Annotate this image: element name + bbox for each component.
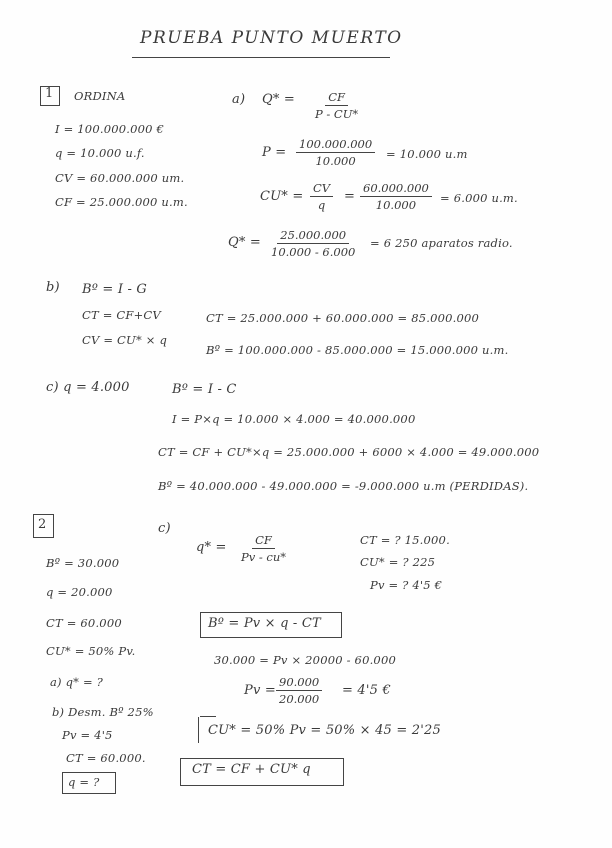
page-title: PRUEBA PUNTO MUERTO [140,28,403,48]
ex2-b-price: Pv = 4'5 [62,728,113,742]
ex2-price-result: = 4'5 € [342,683,391,698]
ex1-b-variable-cost-formula: CV = CU* × q [82,333,168,347]
fraction-numerator: 60.000.000 [360,181,432,197]
fraction-denominator: 10.000 - 6.000 [271,245,356,259]
ex1-a-unit-cost-result: = 6.000 u.m. [440,191,518,205]
ex2-data-profit: Bº = 30.000 [46,556,120,570]
fraction-denominator: 10.000 [315,154,356,168]
fraction-denominator: q [317,198,326,212]
ex1-part-a-label: a) [232,92,246,107]
ex1-b-total-cost-calc: CT = 25.000.000 + 60.000.000 = 85.000.000 [206,311,480,325]
ex1-data-variable-cost: CV = 60.000.000 um. [55,171,185,185]
fraction-numerator: 25.000.000 [277,228,349,244]
ex2-c-side-unit-cost: CU* = ? 225 [360,555,436,569]
ex1-data-fixed-cost: CF = 25.000.000 u.m. [55,195,188,209]
ex1-a-breakeven-symbol-2: Q* = [228,235,261,250]
ex2-profit-formula: Bº = Pv × q - CT [208,616,321,631]
ex2-unit-cost-calc: CU* = 50% Pv = 50% × 45 = 2'25 [208,723,441,738]
ex2-price-fraction [276,675,322,706]
ex2-question-b: b) Desm. Bº 25% [52,705,154,719]
ex1-b-total-cost-formula: CT = CF+CV [82,308,161,322]
ex2-profit-substitution: 30.000 = Pv × 20000 - 60.000 [214,653,396,667]
ex1-a-price-formula [296,137,375,168]
ex2-question-a: a) q* = ? [50,675,104,689]
title-underline [132,57,390,58]
fraction-numerator: 90.000 [276,675,322,691]
ex2-data-total-cost: CT = 60.000 [46,616,122,630]
ex1-part-b-label: b) [46,280,60,295]
ex1-a-breakeven-symbol: Q* = [262,92,295,107]
ex1-c-profit-formula: Bº = I - C [172,382,237,397]
fraction-numerator: CF [325,90,348,106]
ex1-a-unit-cost-equals: = [344,189,356,204]
ex2-data-unit-cost: CU* = 50% Pv. [46,644,136,658]
fraction-numerator: 100.000.000 [296,137,375,153]
ex2-c-side-price: Pv = ? 4'5 € [370,578,443,592]
ex2-part-c-label: c) [158,521,171,536]
fraction-denominator: 20.000 [279,692,320,706]
ex1-c-total-cost-calc: CT = CF + CU*×q = 25.000.000 + 6000 × 4.000 = 49.000.000 [158,445,540,459]
ex1-a-breakeven-formula [312,90,361,121]
ex1-c-profit-calc: Bº = 40.000.000 - 49.000.000 = -9.000.000 u.m (PERDIDAS). [158,479,529,493]
fraction-numerator: CF [252,533,275,549]
ex1-c-income-calc: I = P×q = 10.000 × 4.000 = 40.000.000 [172,412,416,426]
ex2-c-side-total-cost: CT = ? 15.000. [360,533,450,547]
ex2-price-symbol: Pv = [244,683,276,698]
ex1-a-price-result: = 10.000 u.m [386,147,468,161]
fraction-denominator: 10.000 [375,198,417,212]
fraction-denominator: Pv - cu* [241,550,287,564]
ex1-part-c-label: c) q = 4.000 [46,380,130,395]
ex1-data-income: I = 100.000.000 € [55,122,165,136]
ex1-b-profit-formula: Bº = I - G [82,282,148,297]
ex1-a-price-symbol: P = [262,145,287,160]
ex1-a-unit-cost-symbol: CU* = [260,189,304,204]
ex1-a-unit-cost-values [360,181,432,212]
ex1-b-profit-calc: Bº = 100.000.000 - 85.000.000 = 15.000.000 u.m. [206,343,509,357]
ex2-b-question: q = ? [68,775,100,789]
ex2-data-quantity: q = 20.000 [46,585,113,599]
exercise-1-heading: ORDINA [74,89,126,103]
fraction-denominator: P - CU* [315,107,359,121]
ex2-c-breakeven-formula [238,533,289,564]
ex2-b-total-cost: CT = 60.000. [66,751,146,765]
ex1-a-breakeven-result: = 6 250 aparatos radio. [370,236,513,250]
exercise-1-number: 1 [45,86,54,101]
ex2-bracket-top [200,716,216,717]
ex2-c-breakeven-symbol: q* = [196,540,227,555]
fraction-numerator: CV [310,181,333,197]
ex1-a-unit-cost-formula [310,181,333,212]
ex1-data-quantity: q = 10.000 u.f. [55,146,145,160]
ex2-bracket-side [198,717,199,743]
ex2-total-cost-formula: CT = CF + CU* q [192,762,311,777]
exercise-2-number: 2 [38,517,47,532]
ex1-a-breakeven-values [268,228,358,259]
